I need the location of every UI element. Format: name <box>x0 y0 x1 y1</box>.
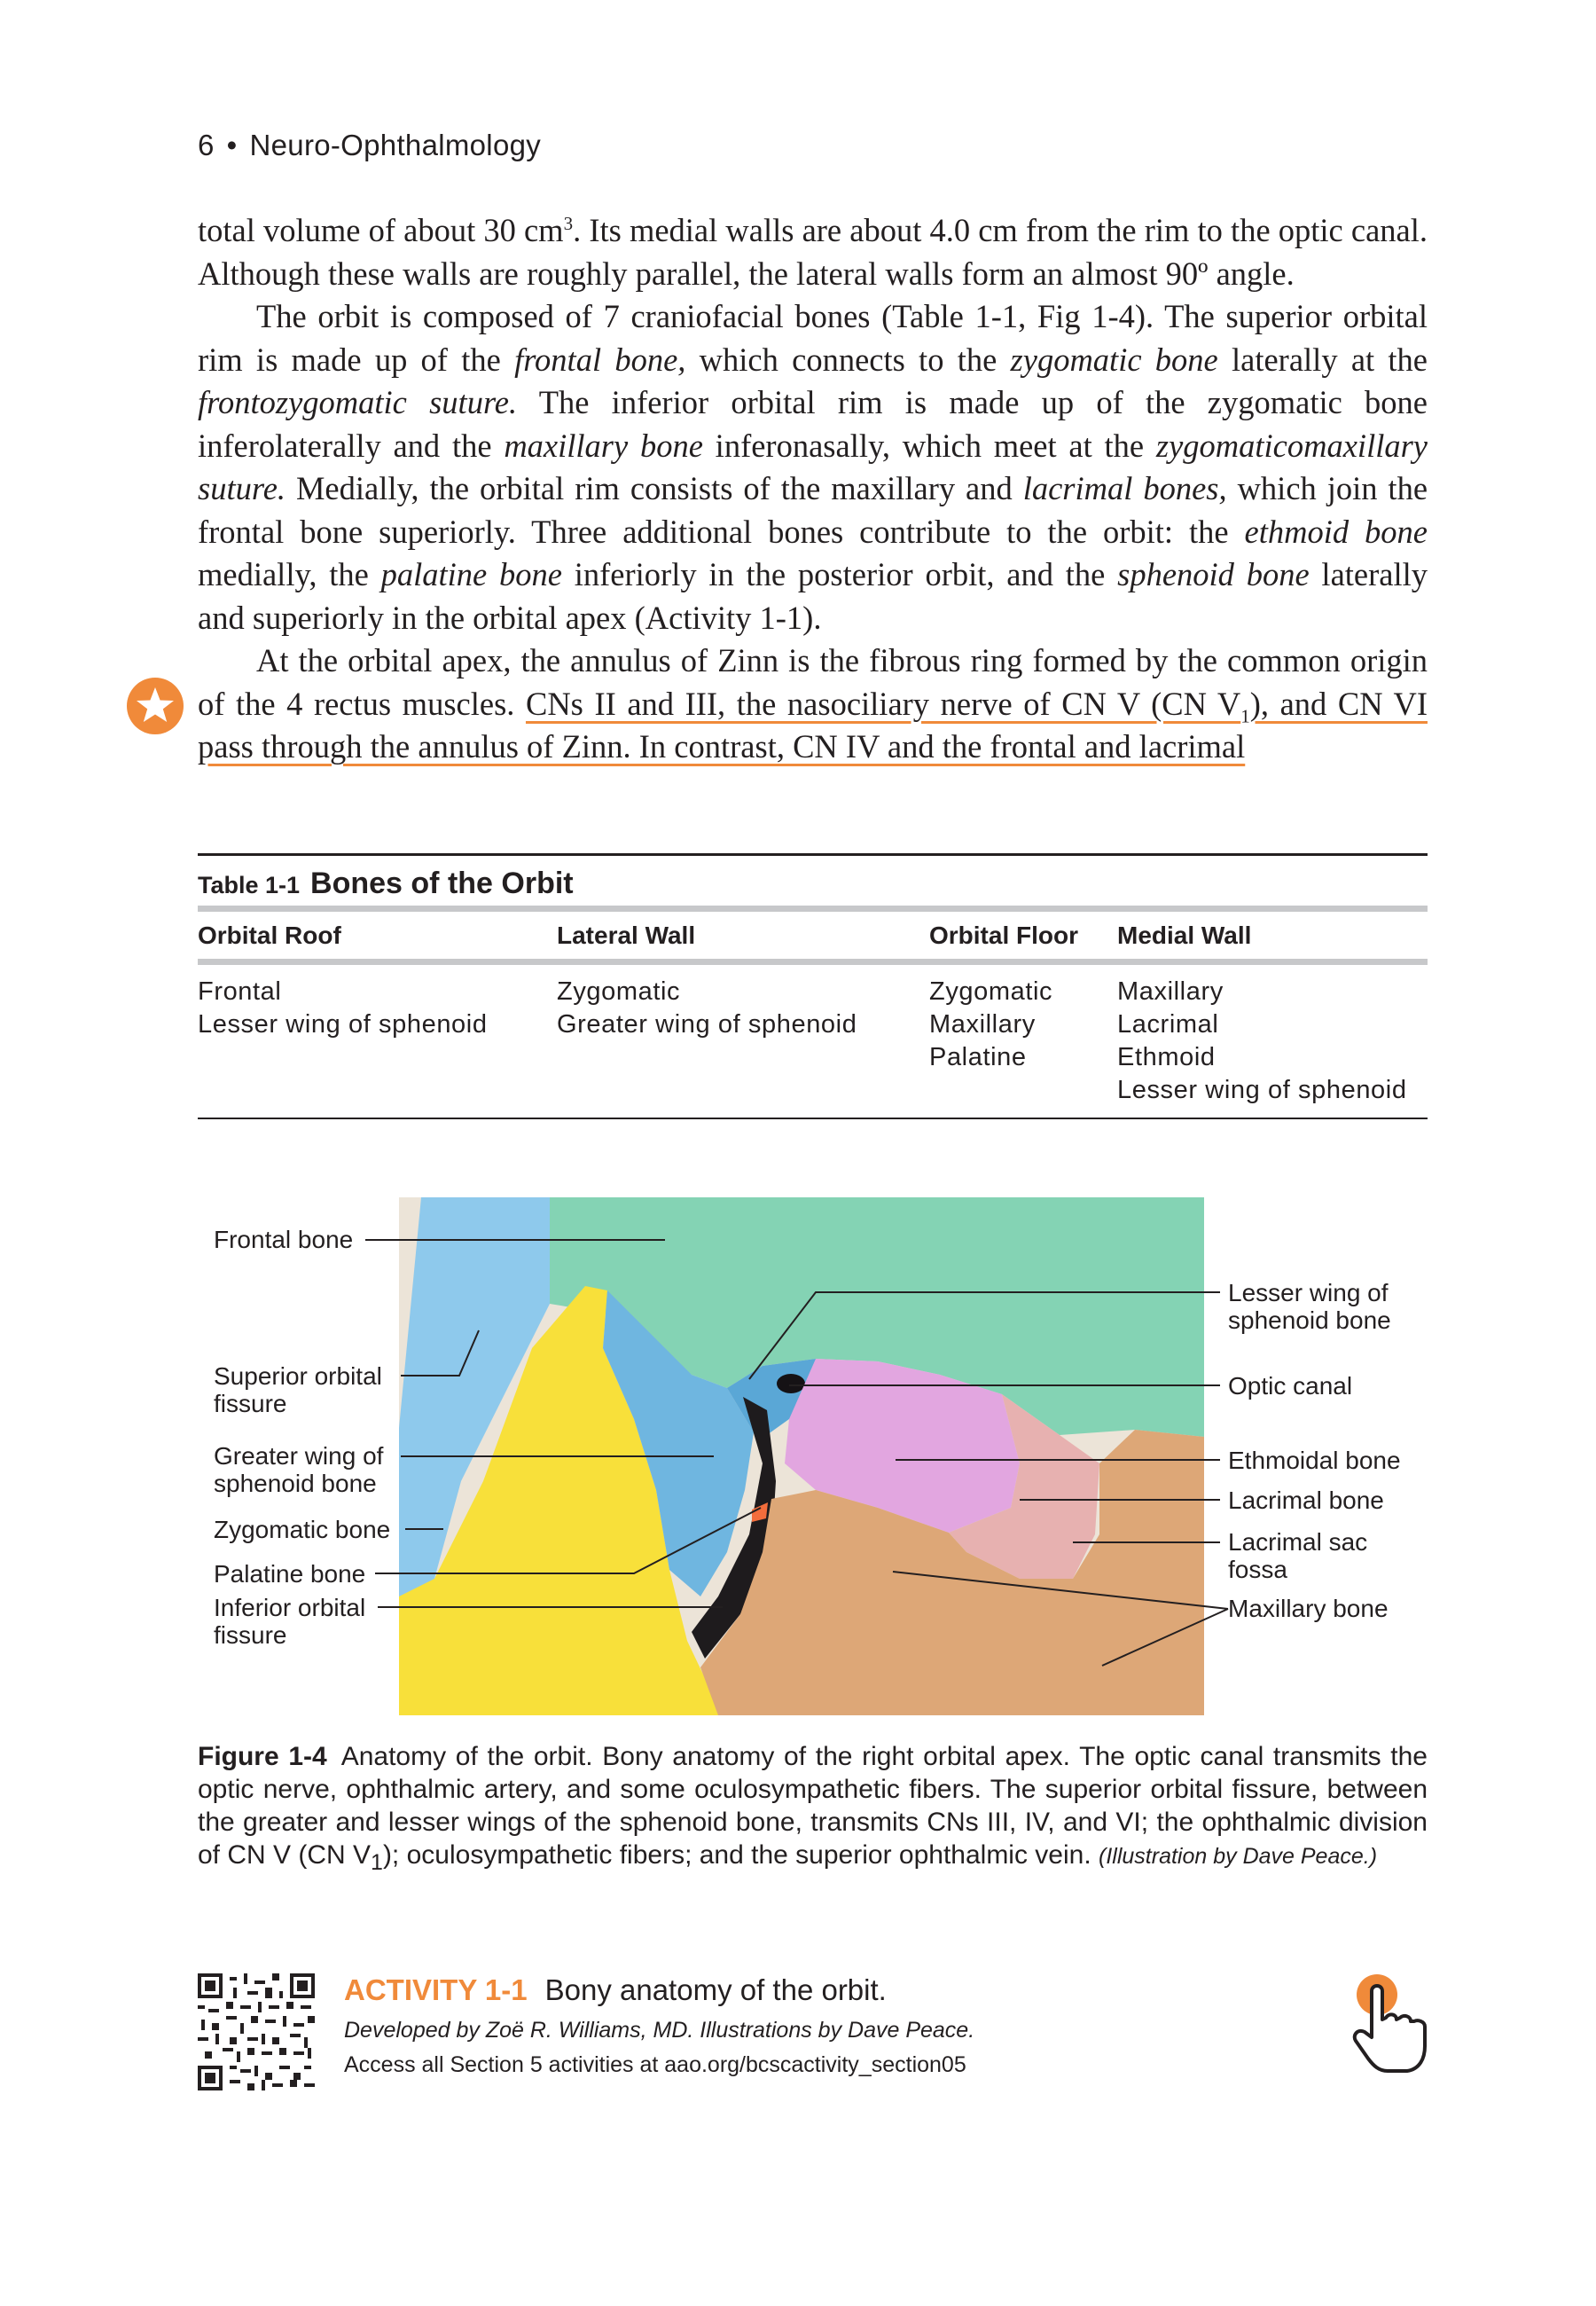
table-cell: Palatine <box>929 1043 1027 1071</box>
table-bones-of-orbit <box>198 853 1428 1119</box>
table-cell: Ethmoid <box>1117 1043 1216 1071</box>
bullet-separator: • <box>226 129 238 161</box>
label-lesser-wing <box>1228 1279 1391 1334</box>
label-line: fossa <box>1228 1556 1287 1583</box>
text-run: The inferior orbital rim is made up of the zygomatic bone inferolaterally and the <box>198 384 1428 464</box>
term-maxillary-bone: maxillary bone <box>504 427 703 464</box>
table-header-lateral-wall: Lateral Wall <box>557 921 696 949</box>
table-body <box>198 965 1428 1107</box>
figure-label: Figure 1-4 <box>198 1742 327 1771</box>
label-line: Greater wing of <box>214 1442 384 1470</box>
text-run: which connects to the <box>685 341 1011 378</box>
activity-developed-by: Developed by Zoë R. Williams, MD. Illustrations by Dave Peace. <box>344 2018 975 2043</box>
leader-maxillary-bone-1 <box>893 1572 1228 1609</box>
term-frontal-bone: frontal bone, <box>514 341 686 378</box>
table-title: Bones of the Orbit <box>310 867 574 900</box>
table-cell: Zygomatic <box>557 977 681 1006</box>
running-head <box>198 129 541 162</box>
table-cell: Lesser wing of sphenoid <box>1117 1076 1407 1104</box>
activity-title-text: Bony anatomy of the orbit. <box>544 1973 887 2006</box>
table-header-medial-wall: Medial Wall <box>1117 921 1252 949</box>
leader-maxillary-bone-2 <box>1102 1609 1228 1666</box>
figure-orbit-anatomy <box>0 1197 1596 1721</box>
label-lacrimal-sac-fossa <box>1228 1528 1367 1583</box>
label-lacrimal-bone: Lacrimal bone <box>1228 1486 1384 1514</box>
text-run: CNs II and III, the nasociliary nerve of CN V (CN V <box>525 685 1241 722</box>
label-greater-wing <box>214 1442 383 1497</box>
text-run: laterally and superiorly in the orbital apex (Activity 1-1). <box>198 556 1428 636</box>
label-frontal-bone: Frontal bone <box>214 1226 354 1253</box>
qr-code[interactable] <box>198 1973 315 2090</box>
label-ethmoidal-bone: Ethmoidal bone <box>1228 1447 1401 1474</box>
paragraph-1 <box>198 209 1428 295</box>
text-run: inferiorly in the posterior orbit, and the <box>561 556 1118 592</box>
table-rule-gray <box>198 959 1428 965</box>
label-optic-canal: Optic canal <box>1228 1372 1353 1400</box>
paragraph-2 <box>198 295 1428 639</box>
activity-title <box>344 1973 887 2007</box>
paragraph-3 <box>198 639 1428 769</box>
table-caption <box>198 867 1428 906</box>
table-column-orbital-roof <box>198 976 557 1107</box>
table-cell: Frontal <box>198 977 282 1006</box>
superscript: 3 <box>563 212 574 234</box>
table-cell: Maxillary <box>1117 977 1224 1006</box>
table-cell: Zygomatic <box>929 977 1053 1006</box>
label-line: Superior orbital <box>214 1362 382 1390</box>
text-run: . Its medial walls are about 4.0 cm from the rim to the optic canal. Although these walls are roughly parallel, the lateral walls form an almost 90º angle. <box>198 212 1428 292</box>
label-line: fissure <box>214 1390 287 1417</box>
label-line: Lesser wing of <box>1228 1279 1389 1306</box>
label-superior-orbital-fissure <box>214 1362 382 1417</box>
table-rule-gray <box>198 906 1428 912</box>
label-line: Inferior orbital <box>214 1594 366 1621</box>
leader-lesser-wing <box>749 1292 1220 1379</box>
term-palatine-bone: palatine bone <box>380 556 562 592</box>
text-run: inferonasally, which meet at the <box>702 427 1156 464</box>
figure-caption <box>198 1740 1428 1879</box>
caption-text: Anatomy of the orbit. Bony anatomy of the right orbital apex. The optic canal transmits the optic nerve, ophthalmic artery, and some oculosympathetic fibers. The superior orbital fissure, between the greater and lesser wings of the sphenoid bone, transmits CNs III, IV, and VI; the ophthalmic division of CN V (CN V <box>198 1742 1428 1870</box>
caption-subscript: 1 <box>371 1850 383 1875</box>
leader-superior-orbital-fissure <box>401 1330 479 1376</box>
body-text <box>198 209 1428 769</box>
table-rule-bottom <box>198 1118 1428 1119</box>
text-run: laterally at the <box>1217 341 1428 378</box>
caption-credit: (Illustration by Dave Peace.) <box>1099 1844 1378 1869</box>
activity-label: ACTIVITY 1-1 <box>344 1973 528 2006</box>
table-header-row <box>198 912 1428 959</box>
text-run: The orbit is composed of 7 craniofacial bones (Table 1-1, Fig 1-4). The superior orbital rim is made up of the <box>198 298 1428 378</box>
label-palatine-bone: Palatine bone <box>214 1560 366 1588</box>
label-line: fissure <box>214 1621 287 1649</box>
label-line: sphenoid bone <box>1228 1306 1391 1334</box>
label-line: sphenoid bone <box>214 1470 377 1497</box>
subscript: 1 <box>1240 704 1250 726</box>
table-header-orbital-floor: Orbital Floor <box>929 921 1078 949</box>
table-column-lateral-wall <box>557 976 929 1107</box>
book-title: Neuro-Ophthalmology <box>249 129 542 161</box>
page-number: 6 <box>198 129 215 161</box>
text-run: total volume of about 30 cm <box>198 212 564 248</box>
table-cell: Lacrimal <box>1117 1010 1219 1039</box>
table-column-medial-wall <box>1117 976 1428 1107</box>
table-cell: Lesser wing of sphenoid <box>198 1010 488 1039</box>
text-run: ), and CN VI pass through the annulus of Zinn. In contrast, CN IV and the frontal and lacrimal <box>198 685 1428 765</box>
table-rule-top <box>198 853 1428 856</box>
label-maxillary-bone: Maxillary bone <box>1228 1595 1389 1622</box>
table-cell: Greater wing of sphenoid <box>557 1010 857 1039</box>
text-run: medially, the <box>198 556 381 592</box>
term-zygomaticomaxillary-suture: zygomaticomaxillary suture. <box>198 427 1428 506</box>
leader-palatine-bone <box>375 1508 761 1573</box>
caption-text: ); oculosympathetic fibers; and the superior ophthalmic vein. <box>382 1840 1099 1870</box>
label-line: Lacrimal sac <box>1228 1528 1368 1556</box>
term-lacrimal-bones: lacrimal bones, <box>1022 470 1227 506</box>
table-header-orbital-roof: Orbital Roof <box>198 921 341 949</box>
text-run: which join the frontal bone superiorly. Three additional bones contribute to the orbit: the <box>198 470 1428 550</box>
term-frontozygomatic-suture: frontozygomatic suture. <box>198 384 518 420</box>
label-zygomatic-bone: Zygomatic bone <box>214 1516 391 1543</box>
label-inferior-orbital-fissure <box>214 1594 365 1649</box>
text-run: Medially, the orbital rim consists of the maxillary and <box>286 470 1023 506</box>
star-icon <box>127 678 184 734</box>
activity-access-link[interactable]: Access all Section 5 activities at aao.org/bcscactivity_section05 <box>344 2052 966 2077</box>
term-sphenoid-bone: sphenoid bone <box>1117 556 1310 592</box>
table-column-orbital-floor <box>929 976 1117 1107</box>
text-run: At the orbital apex, the annulus of Zinn is the fibrous ring formed by the common origin of the 4 rectus muscles. <box>198 642 1428 722</box>
hand-pointer-icon[interactable] <box>1350 1973 1430 2075</box>
term-zygomatic-bone: zygomatic bone <box>1010 341 1218 378</box>
term-ethmoid-bone: ethmoid bone <box>1244 513 1428 550</box>
table-number: Table 1-1 <box>198 872 301 898</box>
table-cell: Maxillary <box>929 1010 1036 1039</box>
activity-box <box>198 1973 1428 2098</box>
